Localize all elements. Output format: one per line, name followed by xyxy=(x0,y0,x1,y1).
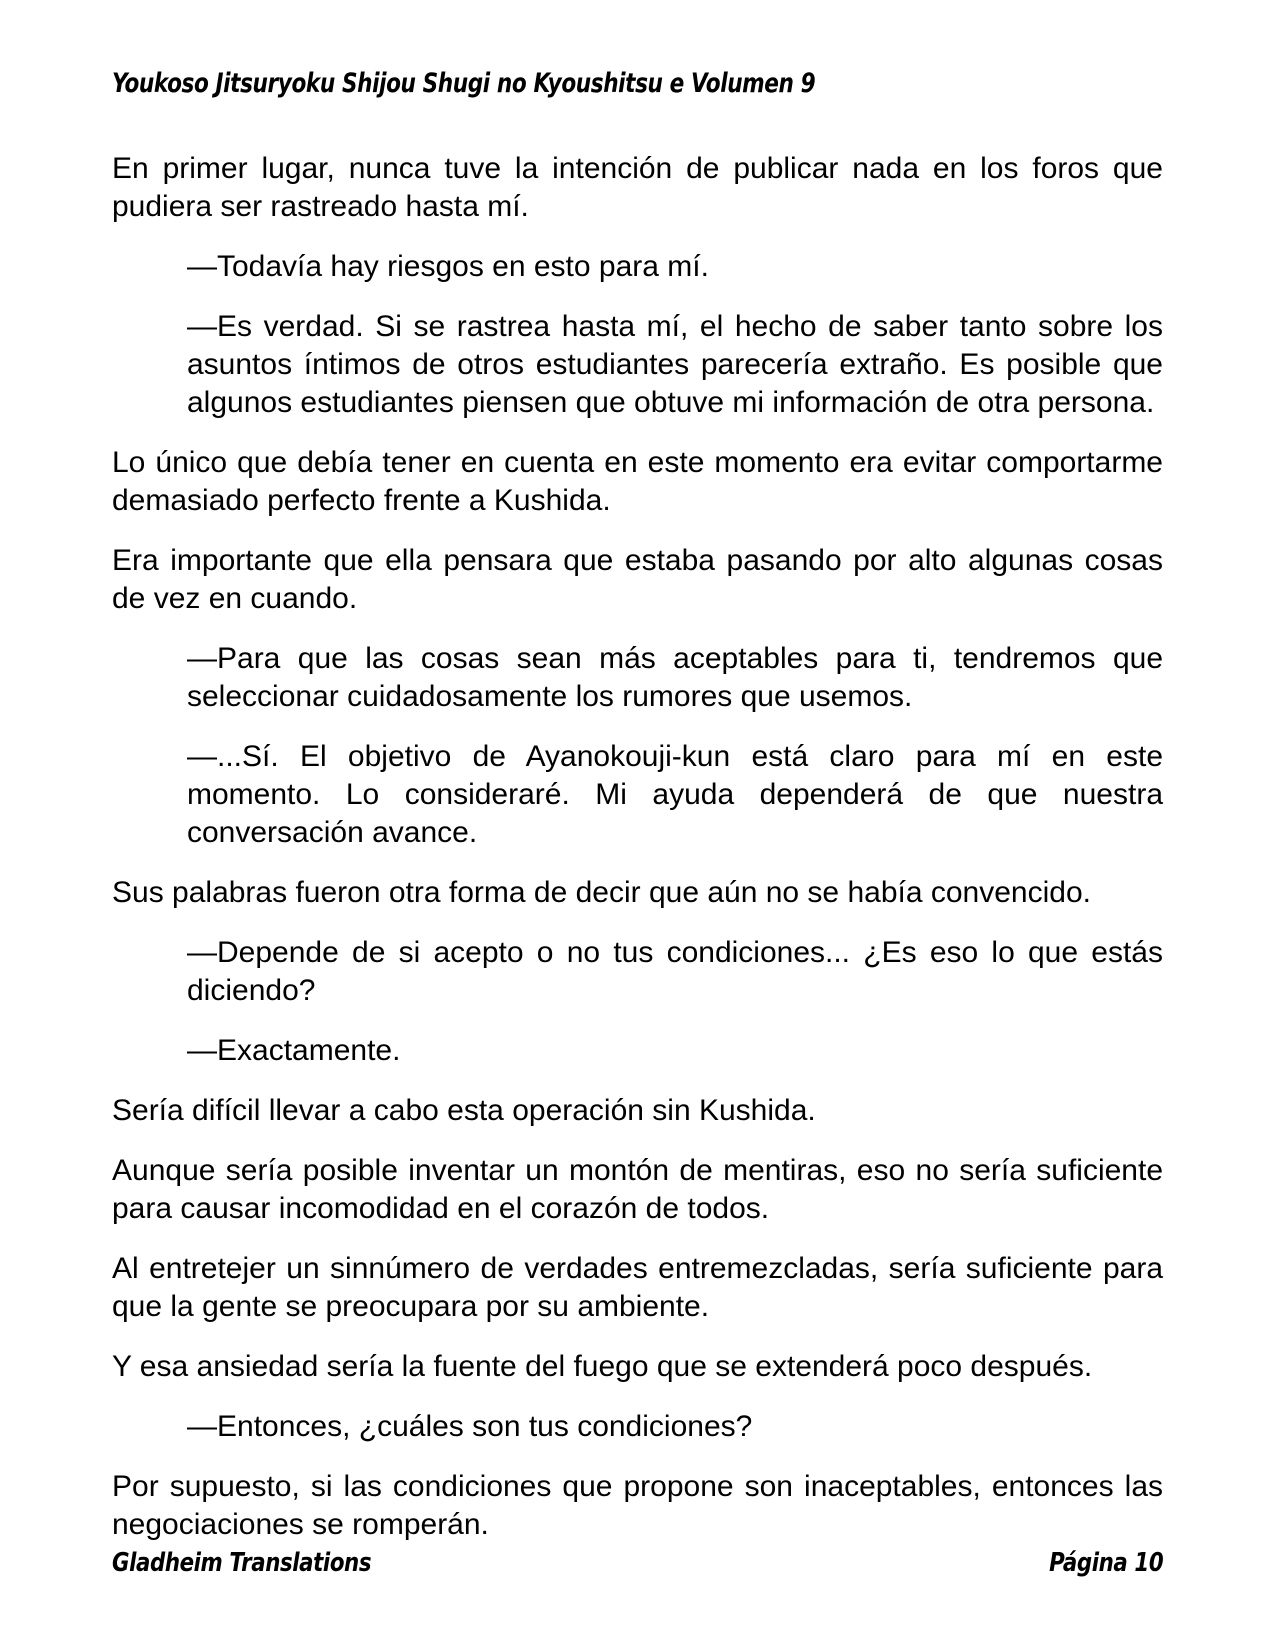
page-header-title: Youkoso Jitsuryoku Shijou Shugi no Kyoushitsu e Volumen 9 xyxy=(112,68,816,99)
paragraph: Al entretejer un sinnúmero de verdades entremezcladas, sería suficiente para que la gente se preocupara por su ambiente. xyxy=(112,1252,1163,1323)
paragraph: Sus palabras fueron otra forma de decir que aún no se había convencido. xyxy=(112,876,1091,909)
page-footer xyxy=(112,1548,1163,1578)
dialogue-paragraph: —Es verdad. Si se rastrea hasta mí, el hecho de saber tanto sobre los asuntos íntimos de otros estudiantes parecería extraño. Es posible que algunos estudiantes piensen que obtuve mi información de otra persona. xyxy=(187,310,1163,419)
dialogue-paragraph: —Entonces, ¿cuáles son tus condiciones? xyxy=(187,1410,753,1443)
dialogue-paragraph: —Exactamente. xyxy=(187,1034,401,1067)
page-header xyxy=(112,68,1163,99)
paragraph: Lo único que debía tener en cuenta en este momento era evitar comportarme demasiado perfecto frente a Kushida. xyxy=(112,446,1163,517)
paragraph: Era importante que ella pensara que estaba pasando por alto algunas cosas de vez en cuando. xyxy=(112,544,1163,615)
dialogue-paragraph: —Depende de si acepto o no tus condiciones... ¿Es eso lo que estás diciendo? xyxy=(187,936,1163,1007)
dialogue-paragraph: —Todavía hay riesgos en esto para mí. xyxy=(187,250,709,283)
footer-right xyxy=(1024,1548,1163,1578)
paragraph: Por supuesto, si las condiciones que propone son inaceptables, entonces las negociaciones se romperán. xyxy=(112,1470,1163,1541)
footer-left xyxy=(112,1548,428,1578)
paragraph: Y esa ansiedad sería la fuente del fuego que se extenderá poco después. xyxy=(112,1350,1093,1383)
paragraph: En primer lugar, nunca tuve la intención de publicar nada en los foros que pudiera ser rastreado hasta mí. xyxy=(112,152,1163,223)
translator-credit: Gladheim Translations xyxy=(112,1548,372,1578)
page-number: Página 10 xyxy=(1048,1548,1163,1578)
document-body xyxy=(112,150,1163,1566)
dialogue-paragraph: —Para que las cosas sean más aceptables para ti, tendremos que seleccionar cuidadosamente los rumores que usemos. xyxy=(187,642,1163,713)
paragraph: Aunque sería posible inventar un montón de mentiras, eso no sería suficiente para causar incomodidad en el corazón de todos. xyxy=(112,1154,1163,1225)
dialogue-paragraph: —...Sí. El objetivo de Ayanokouji-kun está claro para mí en este momento. Lo consideraré. Mi ayuda dependerá de que nuestra conversación avance. xyxy=(187,740,1163,849)
paragraph: Sería difícil llevar a cabo esta operación sin Kushida. xyxy=(112,1094,816,1127)
